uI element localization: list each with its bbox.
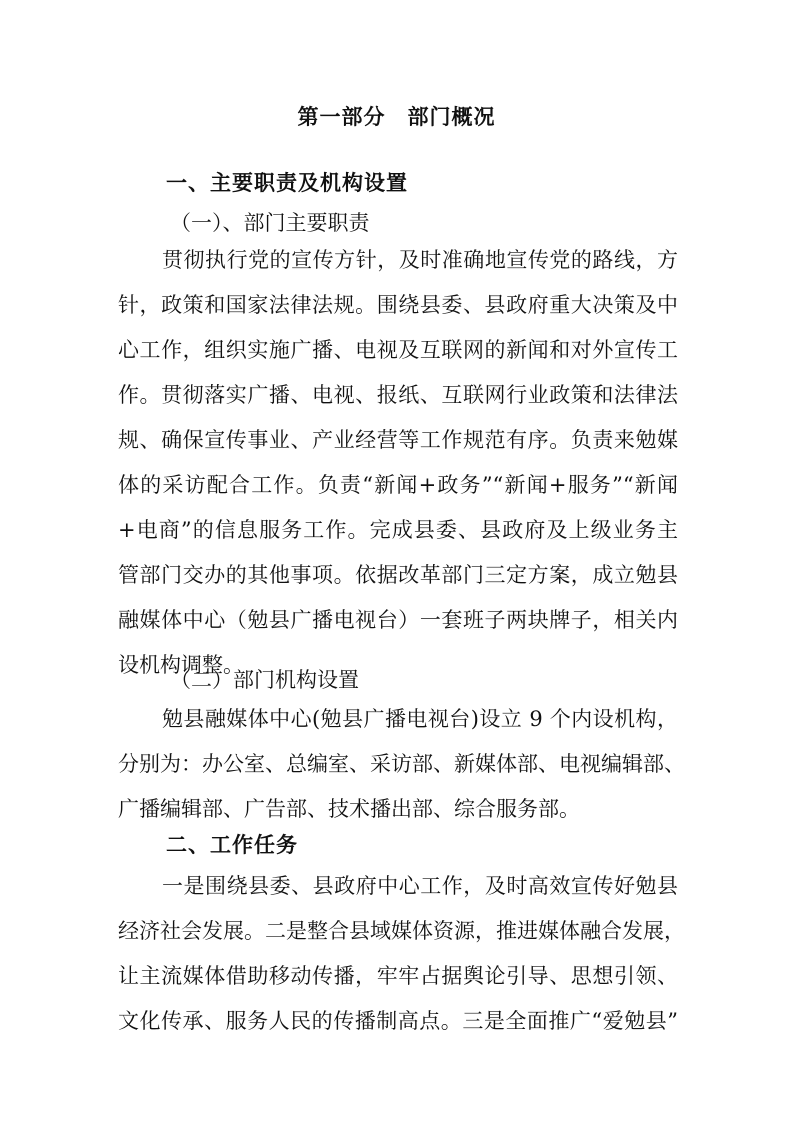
subsection-heading-main-duties: （一）、部门主要职责 [170,211,370,235]
paragraph-main-duties [118,238,678,688]
text-line: 设机构调整。 [118,653,244,677]
paragraph-work-tasks [118,864,685,1044]
text-line: 经济社会发展。二是整合县域媒体资源，推进媒体融合发展， [118,919,685,943]
text-line: +电商”的信息服务工作。完成县委、县政府及上级业务主 [118,518,678,542]
text-line: 规、确保宣传事业、产业经营等工作规范有序。负责来勉媒 [118,428,678,452]
text-line: 贯彻执行党的宣传方针，及时准确地宣传党的路线，方 [162,248,678,272]
text-line: 针，政策和国家法律法规。围绕县委、县政府重大决策及中 [118,293,678,317]
section-heading-work-tasks: 二、工作任务 [166,833,298,857]
text-line: 作。贯彻落实广播、电视、报纸、互联网行业政策和法律法 [118,383,678,407]
section-heading-duties-structure: 一、主要职责及机构设置 [166,171,408,195]
text-line: 让主流媒体借助移动传播，牢牢占据舆论引导、思想引领、 [118,964,678,988]
text-line: 管部门交办的其他事项。依据改革部门三定方案，成立勉县 [118,563,678,587]
text-line: 融媒体中心（勉县广播电视台）一套班子两块牌子，相关内 [118,608,678,632]
text-line: 勉县融媒体中心(勉县广播电视台)设立 9 个内设机构， [162,707,678,731]
text-line: 一是围绕县委、县政府中心工作，及时高效宣传好勉县 [162,874,678,898]
text-line: 广播编辑部、广告部、技术播出部、综合服务部。 [118,797,580,821]
page-title: 第一部分 部门概况 [297,105,496,129]
text-line: 心工作，组织实施广播、电视及互联网的新闻和对外宣传工 [118,338,678,362]
text-line: 分别为：办公室、总编室、采访部、新媒体部、电视编辑部、 [118,752,685,776]
text-line: 体的采访配合工作。负责“新闻+政务”“新闻+服务”“新闻 [118,473,678,497]
paragraph-structure [118,697,685,832]
text-line: 文化传承、服务人民的传播制高点。三是全面推广“爱勉县” [118,1009,678,1033]
subsection-heading-structure: （二）部门机构设置 [170,668,359,692]
